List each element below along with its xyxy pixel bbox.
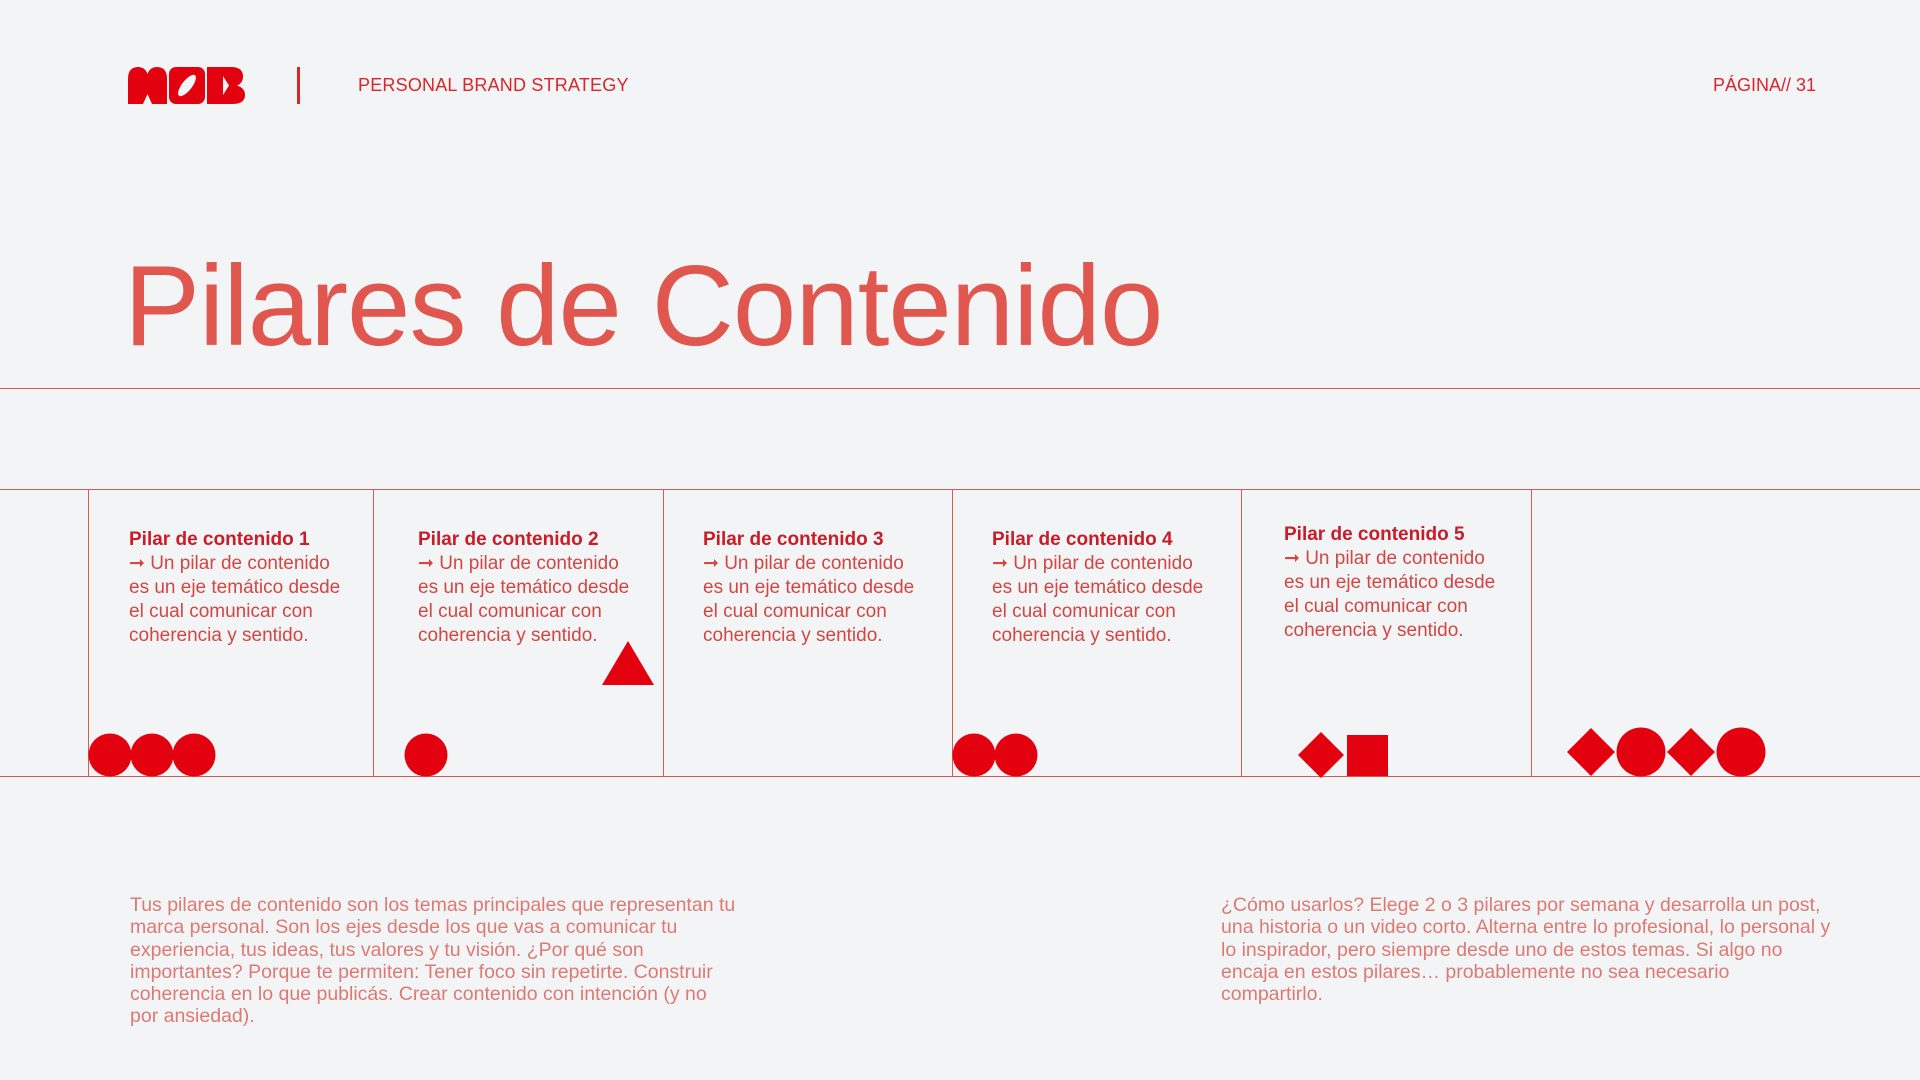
diamond-shape [1667, 728, 1715, 776]
pillar-title: Pilar de contenido 4 [992, 529, 1173, 550]
circle-shape [995, 734, 1038, 777]
grid-divider [1531, 489, 1532, 777]
square-shape [1347, 735, 1388, 776]
pillar-description: ➞ Un pilar de contenido es un eje temático desde el cual comunicar con coherencia y sentido. [992, 553, 1204, 646]
circle-shape [131, 734, 174, 777]
pillar-card-3 [703, 528, 928, 648]
grid-top-line [0, 489, 1920, 490]
pillar-title: Pilar de contenido 1 [129, 529, 310, 550]
pillar-4-shapes [952, 732, 1042, 778]
pillar-5-shapes [1296, 730, 1390, 780]
pillar-2-shapes [403, 732, 449, 778]
pillar-card-1 [129, 528, 354, 648]
pillar-title: Pilar de contenido 5 [1284, 524, 1465, 545]
pillar-1-shapes [88, 732, 218, 778]
pillar-description: ➞ Un pilar de contenido es un eje temático desde el cual comunicar con coherencia y sentido. [1284, 548, 1496, 641]
intro-paragraph: Tus pilares de contenido son los temas principales que representan tu marca personal. Son los ejes desde los que vas a comunicar tu experiencia, tus ideas, tus valores y tu visión. ¿Por qué son importantes? Porque te permiten: Tener foco sin repetirte. Construir coherencia en lo que publicás. Crear contenido con intención (y no por ansiedad). [130, 894, 736, 1028]
pillar-description: ➞ Un pilar de contenido es un eje temático desde el cual comunicar con coherencia y sentido. [418, 553, 630, 646]
pillar-card-2 [418, 528, 643, 648]
pillar-title: Pilar de contenido 3 [703, 529, 884, 550]
pillar-card-4 [992, 528, 1217, 648]
mob-logo [128, 67, 245, 104]
circle-shape [173, 734, 216, 777]
pillar-description: ➞ Un pilar de contenido es un eje temático desde el cual comunicar con coherencia y sentido. [703, 553, 915, 646]
diamond-shape [1567, 728, 1615, 776]
pillar-card-5 [1284, 523, 1509, 643]
title-underline [0, 388, 1920, 389]
page-number: PÁGINA// 31 [1712, 75, 1816, 95]
pillar-description: ➞ Un pilar de contenido es un eje temático desde el cual comunicar con coherencia y sentido. [129, 553, 341, 646]
page-title: Pilares de Contenido [124, 243, 1163, 370]
pillar-2-triangle [600, 640, 656, 686]
triangle-shape [602, 641, 654, 685]
grid-divider [373, 489, 374, 777]
header-divider [297, 67, 300, 104]
circle-shape [1617, 728, 1666, 777]
pillar-title: Pilar de contenido 2 [418, 529, 599, 550]
circle-shape [1717, 728, 1766, 777]
diamond-shape [1298, 732, 1344, 778]
circle-shape [953, 734, 996, 777]
logo-letter-m [128, 67, 167, 104]
grid-divider [1241, 489, 1242, 777]
header-title: PERSONAL BRAND STRATEGY [358, 75, 629, 95]
circle-shape [89, 734, 132, 777]
circle-shape [405, 734, 448, 777]
decor-shapes [1566, 727, 1768, 779]
usage-paragraph: ¿Cómo usarlos? Elege 2 o 3 pilares por semana y desarrolla un post, una historia o un video corto. Alterna entre lo profesional, lo personal y lo inspirador, pero siempre desde uno de estos temas. Si algo no encaja en estos pilares… probablemente no sea necesario compartirlo. [1221, 894, 1831, 1006]
grid-divider [663, 489, 664, 777]
